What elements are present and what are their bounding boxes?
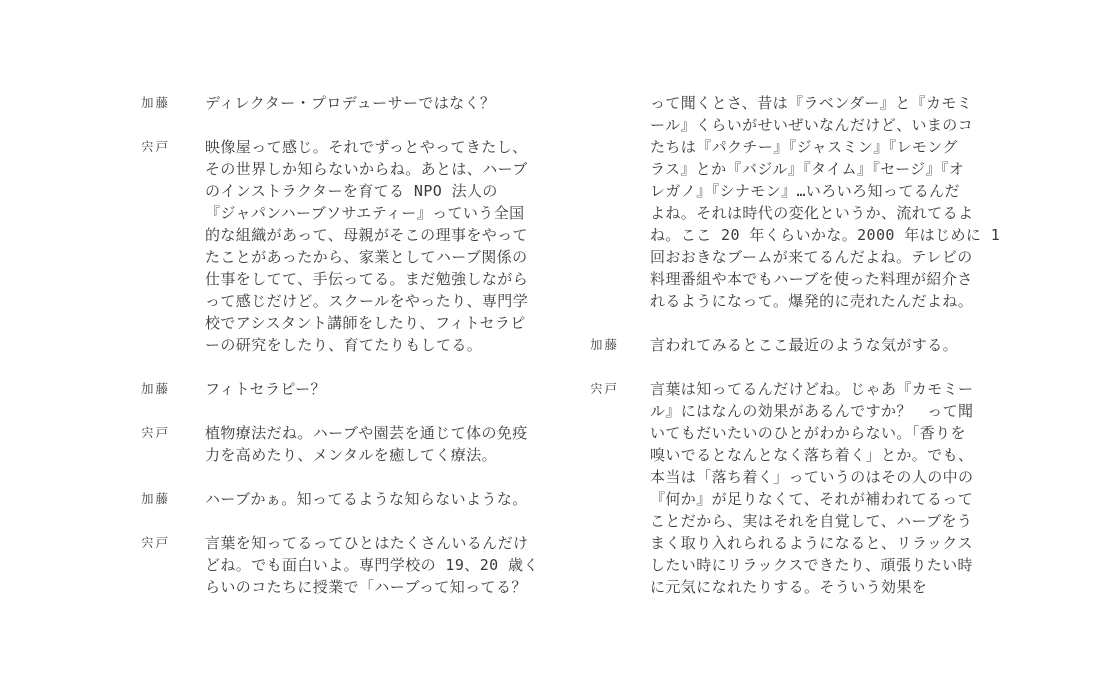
dialogue-line: 『何か』が足りなくて、それが補われてるって xyxy=(650,490,974,508)
dialogue-line: って聞くとさ、昔は『ラベンダー』と『カモミ xyxy=(650,94,973,112)
dialogue-line: たことがあったから、家業としてハーブ関係の xyxy=(205,248,528,266)
dialogue-block xyxy=(141,92,501,114)
speaker-label: 宍戸 xyxy=(141,139,171,154)
dialogue-line: らいのコたちに授業で「ハーブって知ってる？ xyxy=(205,578,527,596)
dialogue-line: どね。でも面白いよ。専門学校の 19、20 歳く xyxy=(205,556,539,574)
dialogue-line: って感じだけど。スクールをやったり、専門学 xyxy=(205,292,529,310)
speaker-label: 宍戸 xyxy=(590,381,620,396)
dialogue-line: レガノ』『シナモン』…いろいろ知ってるんだ xyxy=(650,182,960,200)
dialogue-line: 力を高めたり、メンタルを癒してく療法。 xyxy=(205,446,498,464)
dialogue-line: 回おおきなブームが来てるんだよね。テレビの xyxy=(650,248,973,266)
dialogue-line: れるようになって。爆発的に売れたんだよね。 xyxy=(650,292,974,310)
right-text-column xyxy=(590,92,1001,620)
left-text-column xyxy=(141,92,539,620)
dialogue-line: よね。それは時代の変化というか、流れてるよ xyxy=(650,204,974,222)
dialogue-line: フィトセラピー？ xyxy=(205,380,326,398)
dialogue-line: その世界しか知らないからね。あとは、ハーブ xyxy=(205,160,528,178)
speaker-label: 加藤 xyxy=(141,491,171,506)
dialogue-line: ことだから、実はそれを自覚して、ハーブをう xyxy=(650,512,973,530)
speaker-label: 加藤 xyxy=(141,381,171,396)
dialogue-line: ーの研究をしたり、育てたりもしてる。 xyxy=(205,336,483,354)
dialogue-block xyxy=(141,422,528,466)
dialogue-continuation-block xyxy=(590,92,1001,312)
dialogue-line: 『ジャパンハーブソサエティー』っていう全国 xyxy=(205,204,525,222)
dialogue-line: 映像屋って感じ。それでずっとやってきたし、 xyxy=(205,138,528,156)
dialogue-line: のインストラクターを育てる NPO 法人の xyxy=(205,182,498,200)
dialogue-block xyxy=(590,378,974,598)
dialogue-line: 校でアシスタント講師をしたり、フィトセラピ xyxy=(205,314,526,332)
dialogue-line: ね。ここ 20 年くらいかな。2000 年はじめに 1 xyxy=(650,226,1001,244)
dialogue-line: 言われてみるとここ最近のような気がする。 xyxy=(650,336,959,354)
dialogue-line: たちは『パクチー』『ジャスミン』『レモング xyxy=(650,138,958,156)
dialogue-line: 料理番組や本でもハーブを使った料理が紹介さ xyxy=(650,270,973,288)
speaker-label: 宍戸 xyxy=(141,425,171,440)
dialogue-line: 言葉は知ってるんだけどね。じゃあ『カモミー xyxy=(650,380,974,398)
dialogue-line: まく取り入れられるようになると、リラックス xyxy=(650,534,973,552)
speaker-label: 加藤 xyxy=(590,337,620,352)
dialogue-line: ディレクター・プロデューサーではなく？ xyxy=(205,94,496,112)
dialogue-line: いてもだいたいのひとがわからない。「香りを xyxy=(650,424,966,442)
dialogue-block xyxy=(141,136,529,356)
speaker-label: 加藤 xyxy=(141,95,171,110)
dialogue-line: したい時にリラックスできたり、頑張りたい時 xyxy=(650,556,973,574)
dialogue-line: ール』くらいがせいぜいなんだけど、いまのコ xyxy=(650,116,974,134)
dialogue-block xyxy=(141,488,528,510)
dialogue-line: 言葉を知ってるってひとはたくさんいるんだけ xyxy=(205,534,529,552)
dialogue-line: ハーブかぁ。知ってるような知らないような。 xyxy=(205,490,528,508)
dialogue-line: 的な組織があって、母親がそこの理事をやって xyxy=(205,226,528,244)
dialogue-line: 仕事をしてて、手伝ってる。まだ勉強しながら xyxy=(205,270,529,288)
dialogue-block xyxy=(141,378,501,400)
dialogue-line: ル』にはなんの効果があるんですか？ って聞 xyxy=(650,402,974,420)
speaker-label: 宍戸 xyxy=(141,535,171,550)
dialogue-line: ラス』とか『バジル』『タイム』『セージ』『オ xyxy=(650,160,965,178)
dialogue-block xyxy=(141,532,539,598)
dialogue-line: に元気になれたりする。そういう効果を xyxy=(650,578,928,596)
dialogue-block xyxy=(590,334,970,356)
dialogue-line: 本当は「落ち着く」っていうのはその人の中の xyxy=(650,468,974,486)
dialogue-line: 植物療法だね。ハーブや園芸を通じて体の免疫 xyxy=(205,424,528,442)
dialogue-line: 嗅いでるとなんとなく落ち着く」とか。でも、 xyxy=(650,446,974,464)
